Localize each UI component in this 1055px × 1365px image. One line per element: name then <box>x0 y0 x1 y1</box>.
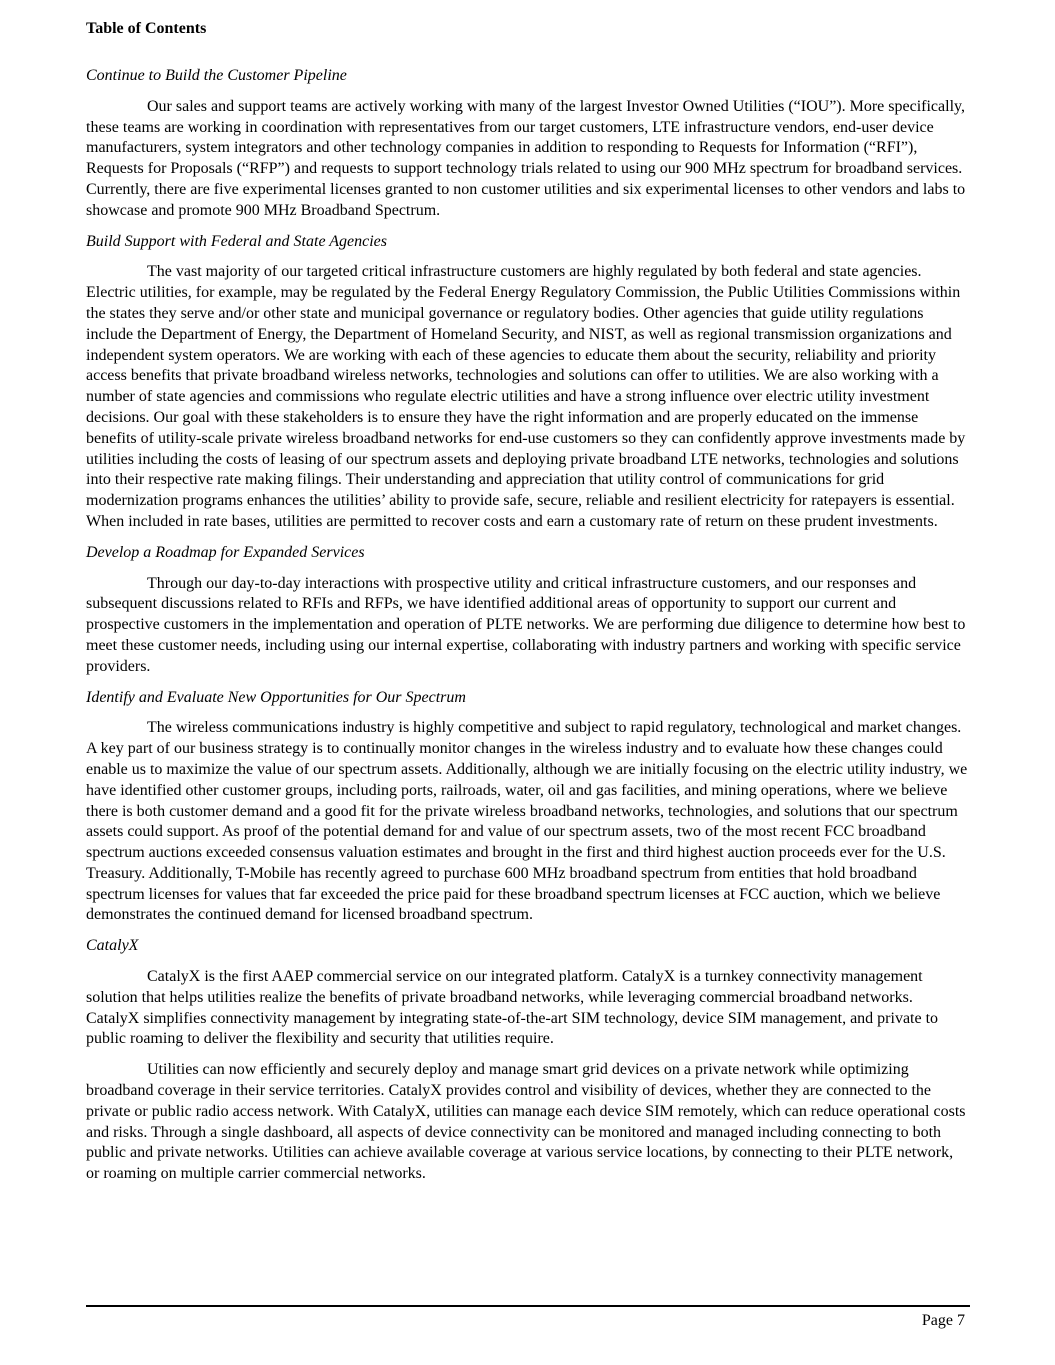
document-page <box>86 18 970 1195</box>
section-customer-pipeline <box>86 66 970 222</box>
section-heading: Continue to Build the Customer Pipeline <box>86 67 347 84</box>
section-roadmap <box>86 543 970 678</box>
section-federal-state-agencies <box>86 232 970 533</box>
paragraph: Through our day-to-day interactions with prospective utility and critical infrastructure customers, and our responses and subsequent discussions related to RFIs and RFPs, we have identified additional areas of opportunity to support our current and prospective customers in the implementation and operation of PLTE networks. We are performing due diligence to determine how best to meet these customer needs, including using our internal expertise, collaborating with industry partners and working with specific service providers. <box>86 574 966 675</box>
section-catalyx <box>86 936 970 1185</box>
paragraph: Utilities can now efficiently and securely deploy and manage smart grid devices on a private network while optimizing broadband coverage in their service territories. CatalyX provides control and visibility of devices, whether they are connected to the private or public radio access network. With CatalyX, utilities can manage each device SIM remotely, which can reduce operational costs and risks. Through a single dashboard, all aspects of device connectivity can be monitored and managed including connecting to both public and private networks. Utilities can achieve available coverage at various service locations, by connecting to their PLTE network, or roaming on multiple carrier commercial networks. <box>86 1061 966 1183</box>
section-new-opportunities <box>86 688 970 927</box>
paragraph: The wireless communications industry is highly competitive and subject to rapid regulatory, technological and market changes. A key part of our business strategy is to continually monitor changes in the wireless industry and to evaluate how these changes could enable us to maximize the value of our spectrum assets. Additionally, although we are initially focusing on the electric utility industry, we have identified other customer groups, including ports, railroads, water, oil and gas facilities, and mining operations, where we believe there is both customer demand and a good fit for the private wireless broadband networks, technologies, and solutions that our spectrum assets could support. As proof of the potential demand for and value of our spectrum assets, two of the most recent FCC broadband spectrum auctions exceeded consensus valuation estimates and brought in the first and third highest auction proceeds ever for the U.S. Treasury. Additionally, T-Mobile has recently agreed to purchase 600 MHz broadband spectrum from entities that hold broadband spectrum licenses for values that far exceeded the price paid for these broadband spectrum licenses at FCC auction, which we believe demonstrates the continued demand for licensed broadband spectrum. <box>86 719 968 924</box>
section-heading: Build Support with Federal and State Agencies <box>86 232 387 250</box>
paragraph: Our sales and support teams are actively working with many of the largest Investor Owned Utilities (“IOU”). More specifically, these teams are working in coordination with representatives from our target customers, LTE infrastructure vendors, end-user device manufacturers, system integrators and other technology companies in addition to responding to Requests for Information (“RFI”), Requests for Proposals (“RFP”) and requests to support technology trials related to using our 900 MHz spectrum for broadband services. Currently, there are five experimental licenses granted to non customer utilities and six experimental licenses to other vendors and labs to showcase and promote 900 MHz Broadband Spectrum. <box>86 97 966 219</box>
page-number: Page 7 <box>921 1312 965 1329</box>
footer-divider <box>86 1305 970 1307</box>
section-heading: Develop a Roadmap for Expanded Services <box>86 543 365 561</box>
paragraph: The vast majority of our targeted critical infrastructure customers are highly regulated by both federal and state agencies. Electric utilities, for example, may be regulated by the Federal Energy Regulatory Commission, the Public Utilities Commissions within the states they serve and/or other state and municipal governance or regulatory bodies. Other agencies that guide utility regulations include the Department of Energy, the Department of Homeland Security, and NIST, as well as regional transmission organizations and independent system operators. We are working with each of these agencies to educate them about the security, reliability and priority access benefits that private broadband wireless networks, technologies and solutions can offer to utilities. We are also working with a number of state agencies and commissions who regulate electric utilities and have a strong influence over electric utility investment decisions. Our goal with these stakeholders is to ensure they have the right information and are properly educated on the immense benefits of utility-scale private wireless broadband networks for end-use customers so they can confidently approve investments made by utilities including the costs of leasing of our spectrum assets and deploying private broadband LTE networks, technologies and solutions into their respective rate making filings. Their understanding and appreciation that utility control of communications for grid modernization programs enhances the utilities’ ability to provide safe, secure, reliable and resilient electricity for ratepayers is essential. When included in rate bases, utilities are permitted to recover costs and earn a customary rate of return on these prudent investments. <box>86 263 966 530</box>
section-heading: Identify and Evaluate New Opportunities for Our Spectrum <box>86 688 466 706</box>
section-heading: CatalyX <box>86 937 139 955</box>
table-of-contents-link[interactable]: Table of Contents <box>86 20 207 37</box>
paragraph: CatalyX is the first AAEP commercial service on our integrated platform. CatalyX is a turnkey connectivity management solution that helps utilities realize the benefits of private broadband networks, while leveraging commercial broadband networks. CatalyX simplifies connectivity management by integrating state-of-the-art SIM technology, device SIM management, and private to public roaming to deliver the flexibility and security that utilities require. <box>86 968 939 1048</box>
